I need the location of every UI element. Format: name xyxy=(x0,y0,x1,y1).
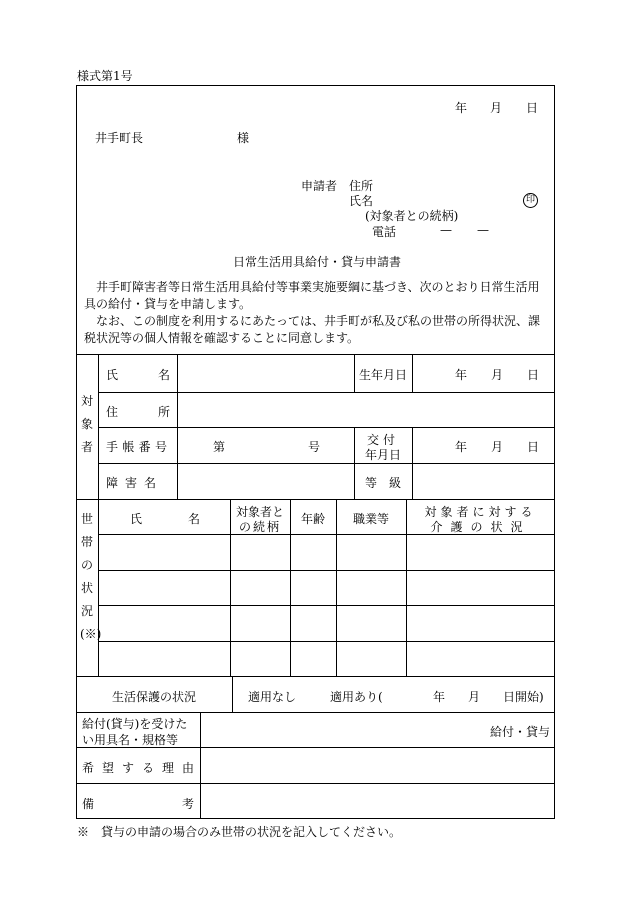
phone-dash-1: — xyxy=(440,223,452,237)
handbook-suffix: 号 xyxy=(308,440,321,454)
rule-household-row-1 xyxy=(98,570,555,571)
household-header-relation-1: 対象者と xyxy=(235,505,284,519)
issue-year: 年 xyxy=(455,440,468,454)
household-header-age: 年齢 xyxy=(300,512,325,526)
vline-welfare xyxy=(232,676,233,712)
handbook-prefix: 第 xyxy=(213,440,226,454)
intro-paragraph-1: 井手町障害者等日常生活用具給付等事業実施要綱に基づき、次のとおり日常生活用具の給付・貸与を申請します。 xyxy=(84,280,540,311)
welfare-not-applied: 適用なし xyxy=(248,690,297,704)
grade-label: 等 級 xyxy=(364,476,401,490)
issue-label-1: 交付 xyxy=(366,433,399,447)
form-number: 様式第1号 xyxy=(77,69,133,83)
equipment-type: 給付・貸与 xyxy=(490,725,551,739)
date-month: 月 xyxy=(490,101,503,115)
welfare-day-start: 日開始) xyxy=(503,690,544,704)
rule-equipment-top xyxy=(76,712,555,713)
subject-birth-label: 生年月日 xyxy=(358,368,407,382)
welfare-applied: 適用あり( xyxy=(330,690,383,704)
rule-household-top xyxy=(76,499,555,500)
addressee-name: 井手町長 xyxy=(95,131,144,145)
reason-label: 希望する理由 xyxy=(82,761,194,775)
vline-issue-right xyxy=(412,427,413,499)
applicant-relation-label: (対象者との続柄) xyxy=(365,209,459,223)
addressee-honorific: 様 xyxy=(237,131,250,145)
subject-name-label: 氏 名 xyxy=(106,368,170,382)
rule-remarks-top xyxy=(76,783,555,784)
subject-section-label: 対象者 xyxy=(80,394,93,454)
disability-label: 障害名 xyxy=(106,476,164,490)
household-header-relation-2: の続柄 xyxy=(238,520,281,534)
rule-subject-2 xyxy=(98,427,555,428)
date-year: 年 xyxy=(455,101,468,115)
household-header-name: 氏 名 xyxy=(130,512,200,526)
remarks-label-2: 考 xyxy=(182,797,195,811)
applicant-name-label: 氏名 xyxy=(349,194,374,208)
applicant-label: 申請者 xyxy=(301,179,338,193)
birth-year: 年 xyxy=(455,368,468,382)
welfare-month: 月 xyxy=(468,690,481,704)
applicant-phone-label: 電話 xyxy=(372,225,397,239)
birth-month: 月 xyxy=(491,368,504,382)
rule-top xyxy=(76,354,555,355)
phone-dash-2: — xyxy=(477,223,489,237)
rule-welfare-top xyxy=(76,676,555,677)
subject-address-label: 住 所 xyxy=(106,405,170,419)
issue-label-2: 年月日 xyxy=(364,448,401,462)
rule-subject-1 xyxy=(98,392,555,393)
handbook-label: 手帳番号 xyxy=(106,440,170,454)
issue-month: 月 xyxy=(491,440,504,454)
intro-paragraph-2: なお、この制度を利用するにあたっては、井手町が私及び私の世帯の所得状況、課税状況等の個人情報を確認することに同意します。 xyxy=(84,314,541,345)
applicant-address-label: 住所 xyxy=(349,179,374,193)
equipment-label-1: 給付(貸与)を受けた xyxy=(82,717,188,731)
seal-icon: 印 xyxy=(523,193,538,208)
household-header-care-1: 対象者に対する xyxy=(424,505,537,519)
rule-subject-3 xyxy=(98,463,555,464)
equipment-label-2: い用具名・規格等 xyxy=(82,733,179,747)
vline-birth-right xyxy=(412,354,413,392)
rule-household-row-3 xyxy=(98,641,555,642)
birth-day: 日 xyxy=(527,368,540,382)
issue-day: 日 xyxy=(527,440,540,454)
remarks-label-1: 備 xyxy=(82,797,95,811)
vline-subject-label xyxy=(177,354,178,499)
rule-household-row-2 xyxy=(98,605,555,606)
seal-mark xyxy=(523,191,538,208)
household-header-care-2: 介護の状況 xyxy=(430,520,531,534)
date-day: 日 xyxy=(526,101,539,115)
household-header-occupation: 職業等 xyxy=(352,512,389,526)
footnote: ※ 貸与の申請の場合のみ世帯の状況を記入してください。 xyxy=(77,825,402,839)
document-title: 日常生活用具給付・貸与申請書 xyxy=(233,255,402,269)
welfare-year: 年 xyxy=(433,690,446,704)
vline-lower-label xyxy=(200,712,201,819)
welfare-label: 生活保護の状況 xyxy=(111,690,196,704)
household-section-label: 世帯の状況(※) xyxy=(80,512,102,641)
